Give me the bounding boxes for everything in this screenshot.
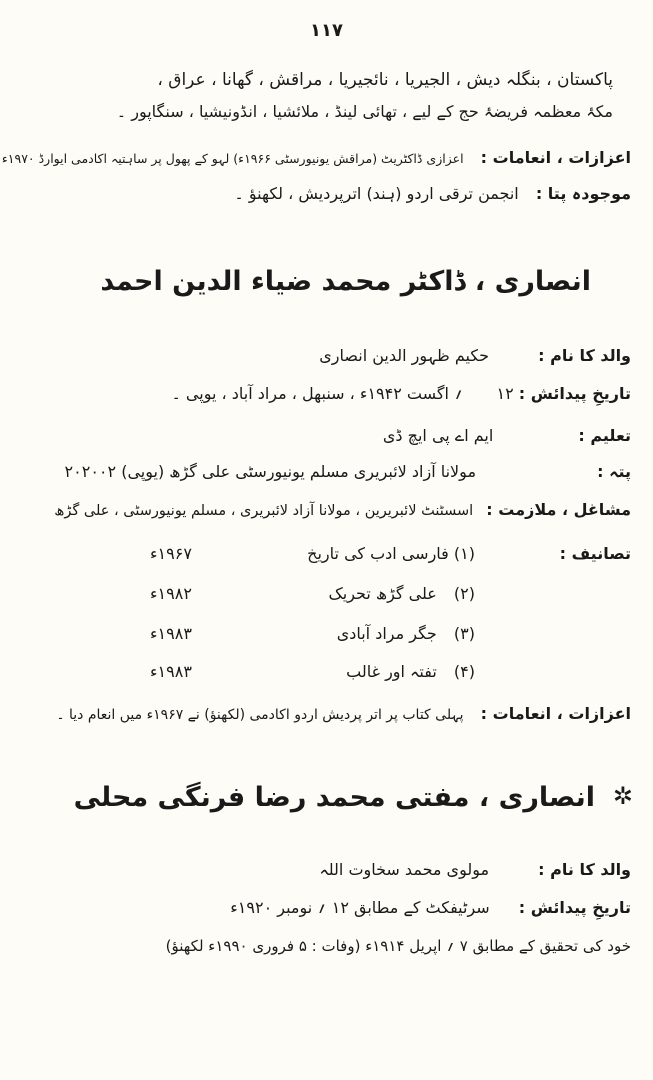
entry1-education-row: [383, 424, 631, 448]
entry1-address-row: [65, 460, 631, 484]
entry2-birth-value-2: خود کی تحقیق کے مطابق ۷ ؍ اپریل ۱۹۱۴ء (وفات : ۵ فروری ۱۹۹۰ء لکھنؤ): [165, 937, 631, 955]
entry1-works-label: تصانیف :: [559, 544, 631, 563]
work-title: علی گڑھ تحریک: [328, 584, 437, 603]
entry1-education-label: تعلیم :: [578, 426, 631, 445]
entry1-employment-label: مشاغل ، ملازمت :: [486, 500, 631, 519]
entry2-father-value: مولوی محمد سخاوت اللہ: [319, 860, 490, 879]
entry1-awards-value: پہلی کتاب پر اتر پردیش اردو اکادمی (لکھنؤ) نے ۱۹۶۷ء میں انعام دیا ۔: [56, 707, 464, 723]
intro-address-row: [234, 182, 631, 206]
entry1-address-label: پتہ :: [597, 462, 631, 481]
entry2-birth-row: [230, 896, 631, 920]
intro-line-2: مکۂ معظمہ فریضۂ حج کے لیے ، تھائی لینڈ ، ملائشیا ، انڈونیشیا ، سنگاپور ۔: [116, 102, 613, 121]
work-num: (۲): [453, 584, 475, 603]
intro-address-label: موجودہ پتا :: [535, 184, 631, 203]
entry2-birth-value: سرٹیفکٹ کے مطابق ۱۲ ؍ نومبر ۱۹۲۰ء: [230, 898, 490, 917]
work-num: (۳): [453, 624, 475, 643]
intro-address-value: انجمن ترقی اردو (ہند) اترپردیش ، لکھنؤ ۔: [234, 184, 519, 203]
page-number: ۱۱۷: [310, 20, 343, 41]
entry1-birth-label: تاریخِ پیدائش :: [518, 384, 631, 403]
work-num: (۴): [453, 662, 475, 681]
entry1-birth-row: [171, 382, 631, 406]
entry1-awards-label: اعزازات ، انعامات :: [480, 704, 631, 723]
entry1-address-value: مولانا آزاد لائبریری مسلم یونیورسٹی علی گڑھ (یوپی) ۲۰۲۰۰۲: [64, 462, 477, 481]
intro-line-1: پاکستان ، بنگلہ دیش ، الجیریا ، نائجیریا ، مراقش ، گھانا ، عراق ،: [157, 70, 613, 90]
entry1-education-value: ایم اے پی ایچ ڈی: [382, 426, 494, 445]
entry1-employment-value: اسسٹنٹ لائبریرین ، مولانا آزاد لائبریری ، مسلم یونیورسٹی ، علی گڑھ: [54, 503, 474, 519]
entry2-father-row: [319, 858, 631, 882]
work-item-2: [328, 582, 475, 606]
entry1-birth-value: ۱۲ ؍ اگست ۱۹۴۲ء ، سنبھل ، مراد آباد ، یوپی ۔: [171, 384, 514, 403]
work-year: ۱۹۶۷ء: [150, 544, 192, 563]
entry-marker-icon: ✲: [612, 782, 633, 810]
entry1-employment-row: [54, 498, 631, 523]
intro-awards-label: اعزازات ، انعامات :: [480, 148, 631, 167]
intro-awards-value: اعزازی ڈاکٹریٹ (مراقش یونیورسٹی ۱۹۶۶ء) لہو کے پھول پر ساہتیہ اکادمی ایوارڈ ۱۹۷۰ء: [1, 151, 464, 166]
work-title: فارسی ادب کی تاریخ: [307, 544, 449, 563]
work-item-4: [346, 660, 475, 684]
entry1-father-value: حکیم ظہور الدین انصاری: [319, 346, 490, 365]
work-item-1: [307, 542, 475, 566]
work-year: ۱۹۸۳ء: [150, 624, 192, 643]
entry2-father-label: والد کا نام :: [538, 860, 631, 879]
intro-awards-row: [2, 146, 631, 171]
entry1-father-row: [319, 344, 631, 368]
work-num: (۱): [453, 544, 475, 563]
work-title: تفتہ اور غالب: [346, 662, 437, 681]
work-year: ۱۹۸۲ء: [150, 584, 192, 603]
work-item-3: [337, 622, 475, 646]
entry1-heading: انصاری ، ڈاکٹر محمد ضیاء الدین احمد: [100, 266, 591, 297]
entry2-heading: انصاری ، مفتی محمد رضا فرنگی محلی: [73, 782, 595, 813]
work-year: ۱۹۸۳ء: [150, 662, 192, 681]
entry1-awards-row: [56, 702, 631, 727]
work-title: جگر مراد آبادی: [336, 624, 437, 643]
entry2-birth-label: تاریخِ پیدائش :: [518, 898, 631, 917]
entry1-father-label: والد کا نام :: [538, 346, 631, 365]
